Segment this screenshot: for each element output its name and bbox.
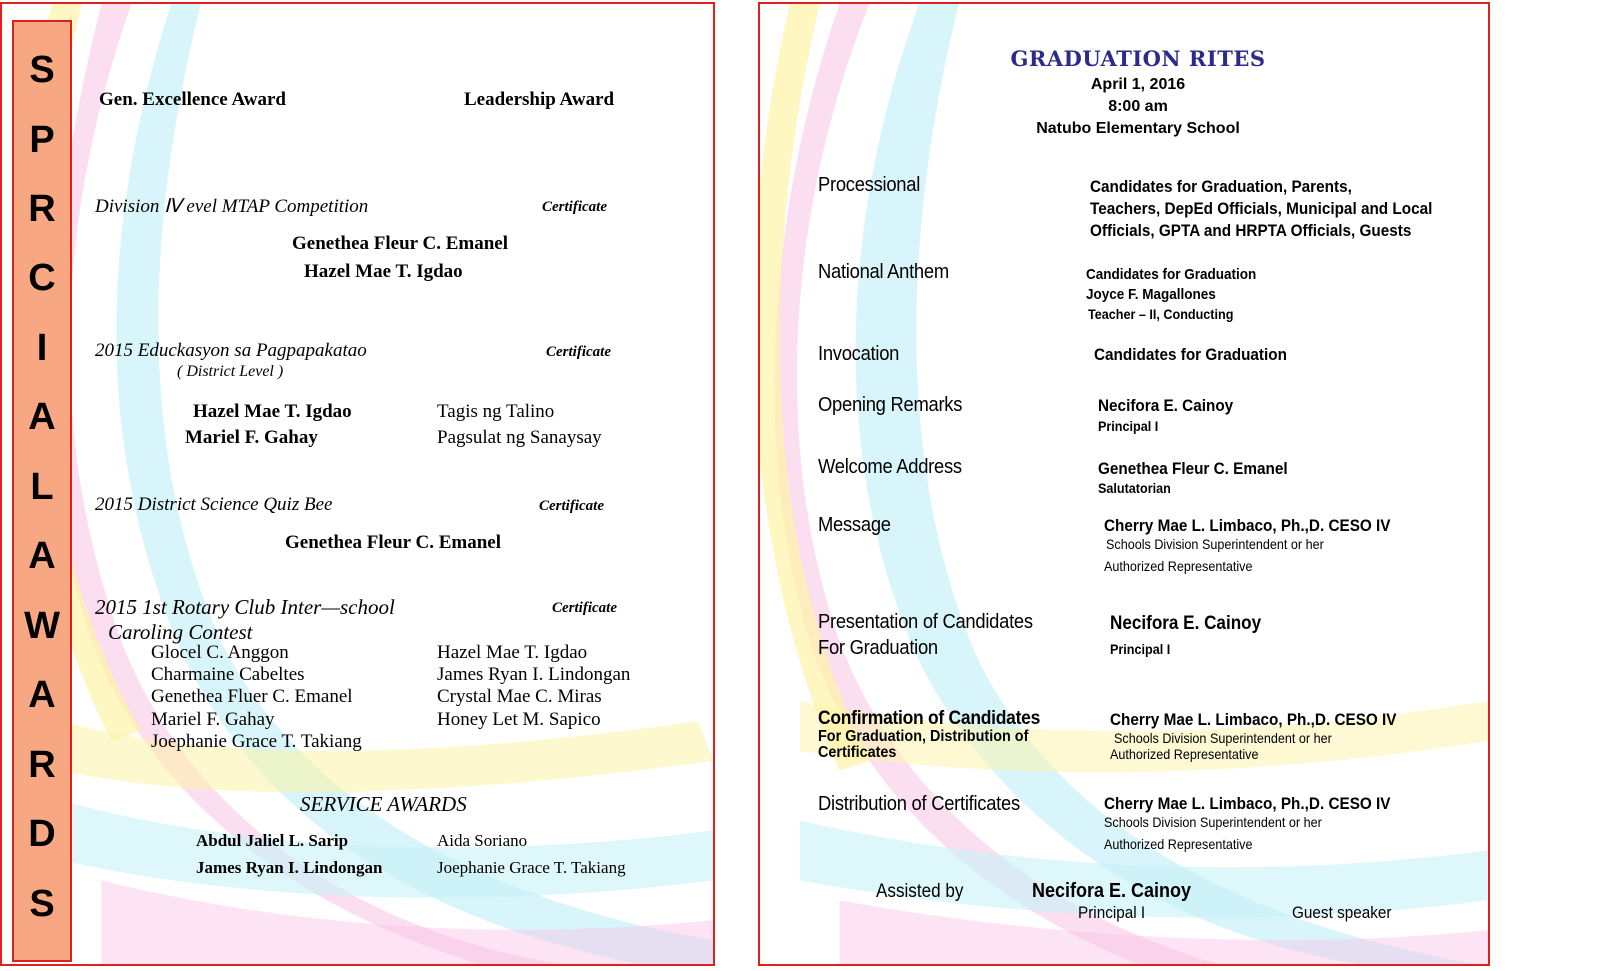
banner-letter: A bbox=[28, 535, 56, 577]
program-presentation-name: Necifora E. Cainoy bbox=[1110, 613, 1262, 634]
special-awards-page bbox=[0, 2, 715, 966]
graduation-rites-page bbox=[758, 2, 1490, 966]
program-distribution-name: Cherry Mae L. Limbaco, Ph.,D. CESO IV bbox=[1104, 794, 1391, 813]
program-distribution-label: Distribution of Certificates bbox=[818, 793, 1020, 815]
guest-speaker-label: Guest speaker bbox=[1292, 903, 1392, 922]
banner-letter: S bbox=[29, 883, 55, 925]
program-distribution-line: Schools Division Superintendent or her bbox=[1104, 814, 1322, 830]
mtap-winner: Hazel Mae T. Igdao bbox=[304, 261, 463, 282]
gen-excellence-award-heading: Gen. Excellence Award bbox=[99, 89, 286, 110]
program-opening-role: Principal I bbox=[1098, 418, 1159, 434]
program-message-name: Cherry Mae L. Limbaco, Ph.,D. CESO IV bbox=[1104, 516, 1391, 535]
ceremony-date: April 1, 2016 bbox=[1090, 76, 1186, 93]
edukasyon-winner-event: Tagis ng Talino bbox=[437, 401, 555, 422]
program-welcome-role: Salutatorian bbox=[1098, 480, 1171, 496]
program-distribution-line: Authorized Representative bbox=[1104, 836, 1253, 852]
program-confirmation-label: For Graduation, Distribution of bbox=[818, 728, 1029, 745]
ceremony-time: 8:00 am bbox=[1108, 98, 1168, 115]
program-welcome-label: Welcome Address bbox=[818, 456, 962, 478]
program-confirmation-line: Authorized Representative bbox=[1110, 746, 1259, 762]
program-confirmation-line: Schools Division Superintendent or her bbox=[1114, 730, 1332, 746]
science-quiz-title: 2015 District Science Quiz Bee bbox=[95, 494, 333, 515]
rotary-member: Crystal Mae C. Miras bbox=[437, 686, 602, 707]
program-confirmation-label: Certificates bbox=[818, 744, 897, 761]
service-awardee: Aida Soriano bbox=[437, 831, 528, 850]
edukasyon-level: ( District Level ) bbox=[177, 363, 284, 380]
banner-letter: I bbox=[36, 327, 48, 369]
program-anthem-line: Teacher – II, Conducting bbox=[1088, 306, 1234, 322]
program-anthem-line: Joyce F. Magallones bbox=[1086, 286, 1216, 303]
graduation-rites-title: GRADUATION RITES bbox=[1010, 46, 1266, 71]
rotary-title-line2: Caroling Contest bbox=[108, 620, 253, 644]
special-awards-vertical-banner bbox=[12, 20, 72, 962]
service-awards-title: SERVICE AWARDS bbox=[300, 792, 467, 816]
banner-letter: R bbox=[28, 744, 56, 786]
banner-letter: P bbox=[29, 119, 55, 161]
leadership-award-heading: Leadership Award bbox=[464, 89, 615, 110]
program-invocation-label: Invocation bbox=[818, 343, 900, 365]
program-opening-label: Opening Remarks bbox=[818, 394, 963, 416]
banner-letter: L bbox=[30, 466, 54, 508]
rotary-member: Glocel C. Anggon bbox=[151, 642, 289, 663]
program-message-line: Schools Division Superintendent or her bbox=[1106, 536, 1324, 552]
mtap-title: Division Ⅳ evel MTAP Competition bbox=[95, 196, 369, 217]
program-confirmation-label: Confirmation of Candidates bbox=[818, 708, 1041, 729]
banner-letter: A bbox=[28, 674, 56, 716]
rotary-member: Honey Let M. Sapico bbox=[437, 709, 601, 730]
banner-letter: W bbox=[24, 605, 60, 647]
edukasyon-winner-name: Hazel Mae T. Igdao bbox=[193, 401, 352, 422]
edukasyon-winner-event: Pagsulat ng Sanaysay bbox=[437, 427, 602, 448]
program-presentation-role: Principal I bbox=[1110, 641, 1171, 657]
program-presentation-label: For Graduation bbox=[818, 637, 938, 659]
science-quiz-winner: Genethea Fleur C. Emanel bbox=[285, 532, 502, 553]
ceremony-venue: Natubo Elementary School bbox=[1036, 120, 1240, 137]
program-processional-line: Candidates for Graduation, Parents, bbox=[1090, 177, 1352, 196]
program-processional-label: Processional bbox=[818, 174, 921, 196]
banner-letter: D bbox=[28, 813, 56, 855]
banner-letter: R bbox=[28, 188, 56, 230]
program-message-label: Message bbox=[818, 514, 891, 536]
rotary-title-line1: 2015 1st Rotary Club Inter—school bbox=[95, 595, 395, 619]
assisted-by-role: Principal I bbox=[1078, 903, 1146, 922]
rotary-member: Mariel F. Gahay bbox=[151, 709, 275, 730]
program-presentation-label: Presentation of Candidates bbox=[818, 611, 1033, 633]
edukasyon-title: 2015 Educkasyon sa Pagpapakatao bbox=[95, 340, 367, 361]
rotary-member: Hazel Mae T. Igdao bbox=[437, 642, 588, 663]
rotary-member: Charmaine Cabeltes bbox=[151, 664, 305, 685]
rotary-member: James Ryan I. Lindongan bbox=[437, 664, 631, 685]
program-anthem-label: National Anthem bbox=[818, 261, 949, 283]
edukasyon-winner-name: Mariel F. Gahay bbox=[185, 427, 318, 448]
rotary-member: Joephanie Grace T. Takiang bbox=[151, 731, 362, 752]
edukasyon-certificate: Certificate bbox=[546, 344, 611, 360]
mtap-winner: Genethea Fleur C. Emanel bbox=[292, 233, 509, 254]
rotary-member: Genethea Fluer C. Emanel bbox=[151, 686, 353, 707]
assisted-by-name: Necifora E. Cainoy bbox=[1032, 880, 1192, 902]
program-opening-name: Necifora E. Cainoy bbox=[1098, 396, 1234, 415]
program-welcome-name: Genethea Fleur C. Emanel bbox=[1098, 459, 1288, 478]
program-confirmation-name: Cherry Mae L. Limbaco, Ph.,D. CESO IV bbox=[1110, 710, 1397, 729]
program-processional-line: Officials, GPTA and HRPTA Officials, Guests bbox=[1090, 221, 1412, 240]
banner-letter: A bbox=[28, 396, 56, 438]
program-processional-line: Teachers, DepEd Officials, Municipal and Local bbox=[1090, 199, 1433, 218]
pastel-swirl-background bbox=[2, 4, 713, 964]
science-quiz-certificate: Certificate bbox=[539, 498, 604, 514]
program-message-line: Authorized Representative bbox=[1104, 558, 1253, 574]
mtap-certificate: Certificate bbox=[542, 199, 607, 215]
program-invocation-value: Candidates for Graduation bbox=[1094, 345, 1287, 364]
service-awardee: James Ryan I. Lindongan bbox=[196, 858, 383, 877]
assisted-by-label: Assisted by bbox=[876, 881, 964, 902]
program-anthem-line: Candidates for Graduation bbox=[1086, 266, 1257, 283]
banner-letter: C bbox=[28, 257, 56, 299]
service-awardee: Joephanie Grace T. Takiang bbox=[437, 858, 626, 877]
banner-letter: S bbox=[29, 49, 55, 91]
rotary-certificate: Certificate bbox=[552, 600, 617, 616]
service-awardee: Abdul Jaliel L. Sarip bbox=[196, 831, 349, 850]
